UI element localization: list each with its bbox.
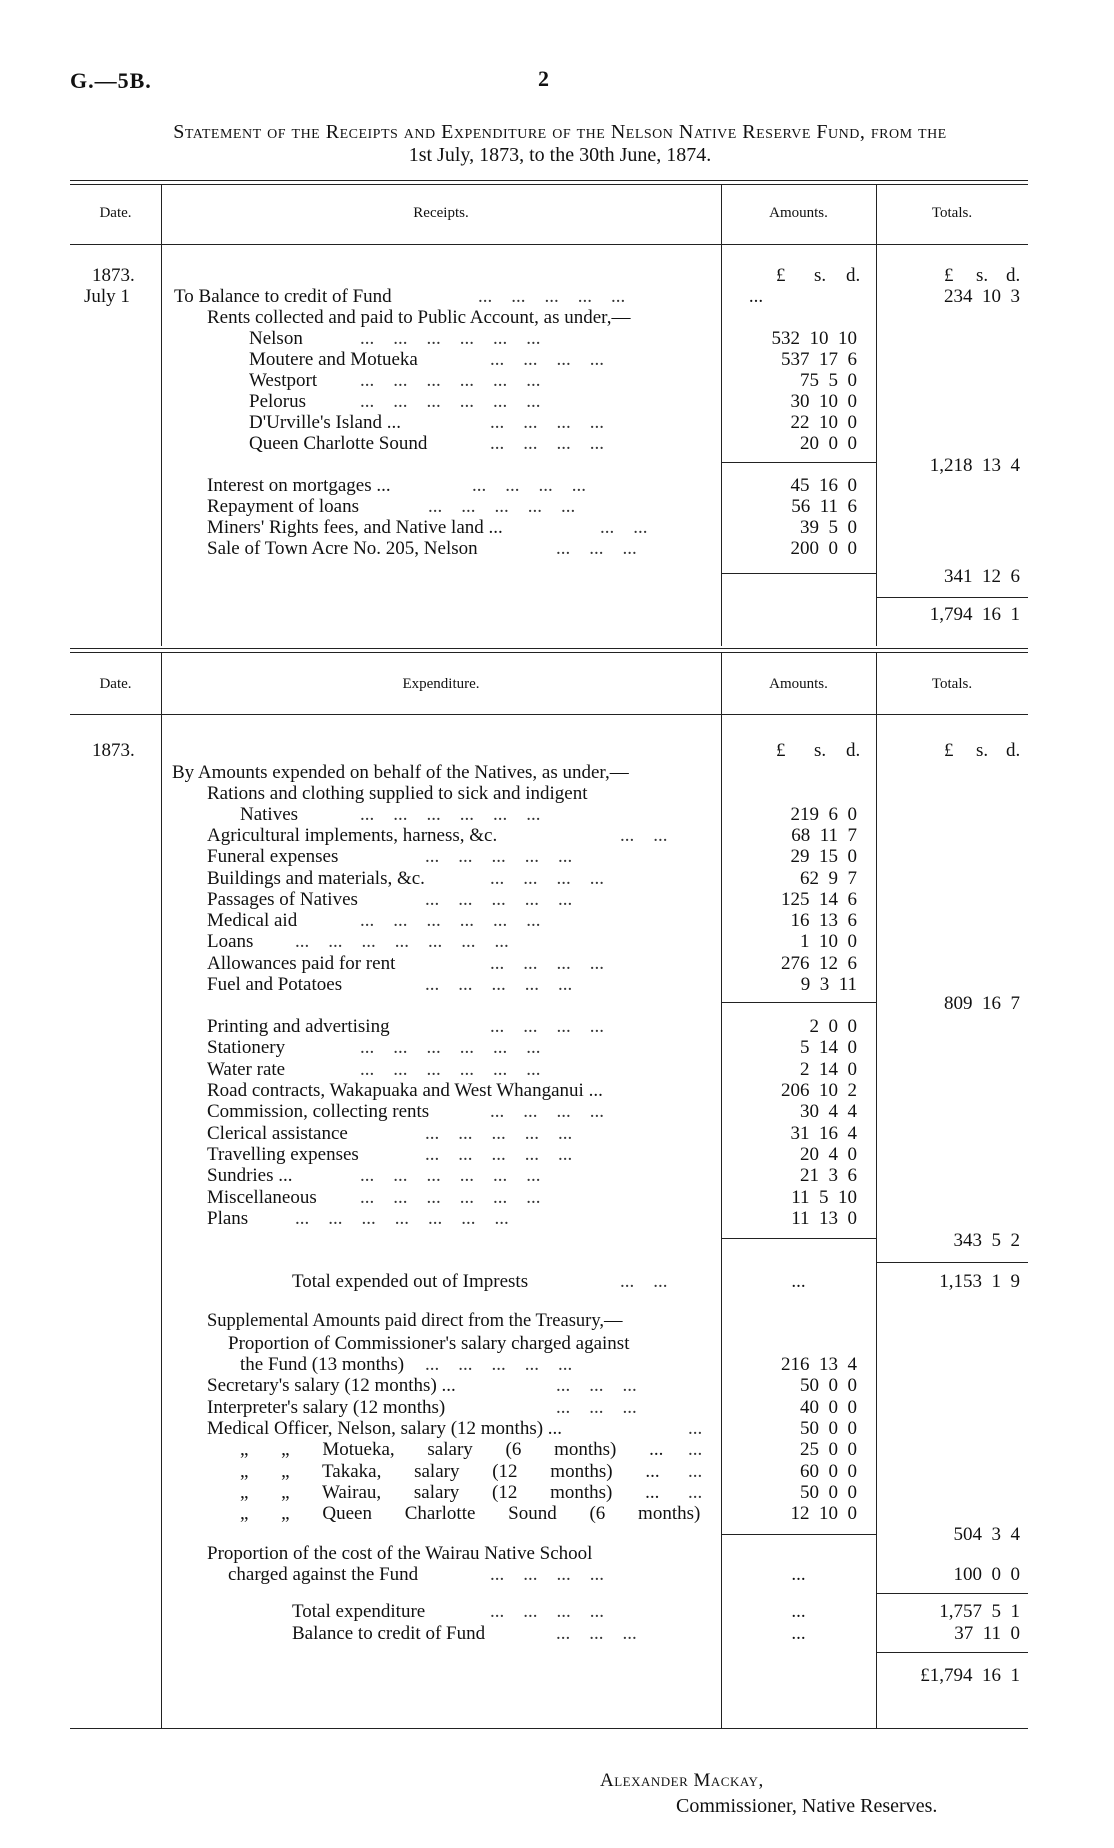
supplemental-label: „ „ Queen Charlotte Sound (6 months)	[240, 1503, 701, 1524]
col-date: Date.	[99, 205, 132, 221]
expense-amount: 16 13 6	[790, 910, 857, 931]
balance-amount: ...	[748, 286, 764, 307]
natives-heading: By Amounts expended on behalf of the Natives, as under,—	[172, 762, 629, 783]
leader-dots: ...	[688, 1418, 703, 1439]
school-amount: ...	[791, 1564, 806, 1585]
expense-label: Natives	[240, 804, 299, 825]
rent-label: D'Urville's Island ...	[249, 412, 401, 433]
leader-dots: ... ... ... ...	[490, 349, 604, 370]
expense-amount: 2 14 0	[800, 1059, 857, 1080]
rents-heading: Rents collected and paid to Public Account, as under,—	[207, 307, 631, 328]
expenditure-grand-total: £1,794 16 1	[920, 1665, 1020, 1686]
leader-dots: ... ... ...	[556, 1397, 637, 1418]
title-line-2: 1st July, 1873, to the 30th June, 1874.	[408, 144, 712, 166]
col-date: Date.	[99, 676, 132, 692]
expense-label: Commission, collecting rents	[207, 1101, 430, 1122]
expense-label: Road contracts, Wakapuaka and West Whanganui ...	[207, 1080, 603, 1101]
expense-label: Passages of Natives	[207, 889, 358, 910]
table-bottom-rule	[70, 1728, 1028, 1729]
receipt-label: Miners' Rights fees, and Native land ...	[207, 517, 503, 538]
receipt-label: Sale of Town Acre No. 205, Nelson	[207, 538, 478, 559]
expense-amount: 29 15 0	[790, 846, 857, 867]
leader-dots: ... ... ... ... ... ...	[360, 391, 541, 412]
supplemental-amount: 216 13 4	[781, 1354, 857, 1375]
section-rule	[70, 648, 1028, 649]
leader-dots: ... ... ... ... ... ...	[360, 1037, 541, 1058]
leader-dots: ... ... ...	[556, 1375, 637, 1396]
leader-dots: ... ... ... ...	[490, 433, 604, 454]
leader-dots: ... ... ... ... ... ... ...	[295, 931, 509, 952]
balance-label: To Balance to credit of Fund	[174, 286, 392, 307]
supplemental-heading: Supplemental Amounts paid direct from the Treasury,—	[207, 1311, 623, 1331]
col-amounts: Amounts.	[769, 205, 828, 221]
expense-label: Travelling expenses	[207, 1144, 359, 1165]
leader-dots: ... ... ... ... ...	[425, 889, 573, 910]
supplemental-amount: 12 10 0	[790, 1503, 857, 1524]
supplemental-line: Proportion of Commissioner's salary charged against	[228, 1333, 630, 1354]
expense-label: Stationery	[207, 1037, 286, 1058]
header-bottom-rule	[70, 244, 1028, 245]
leader-dots: ... ... ... ... ...	[425, 846, 573, 867]
leader-dots: ... ... ... ... ... ...	[360, 910, 541, 931]
expense-label: Clerical assistance	[207, 1123, 348, 1144]
rent-label: Westport	[249, 370, 318, 391]
expense-amount: 68 11 7	[791, 825, 857, 846]
leader-dots: ... ... ... ... ...	[428, 496, 576, 517]
school-line: charged against the Fund	[228, 1564, 419, 1585]
rent-label: Nelson	[249, 328, 303, 349]
supplemental-label: „ „ Wairau, salary (12 months) ...	[240, 1482, 660, 1503]
expense-label: Buildings and materials, &c.	[207, 868, 425, 889]
currency-pence: d.	[1006, 740, 1021, 761]
leader-dots: ... ... ... ... ... ...	[360, 804, 541, 825]
subtotal-rule	[721, 573, 876, 574]
supplemental-amount: 50 0 0	[800, 1418, 857, 1439]
receipt-amount: 45 16 0	[790, 475, 857, 496]
rent-amount: 20 0 0	[800, 433, 857, 454]
currency-pence: d.	[846, 740, 861, 761]
leader-dots: ... ... ...	[556, 538, 637, 559]
currency-shillings: s.	[814, 740, 827, 761]
total-expenditure-label: Total expenditure	[292, 1601, 426, 1622]
receipt-amount: 56 11 6	[791, 496, 857, 517]
expense-amount: 31 16 4	[790, 1123, 857, 1144]
currency-pounds: £	[776, 740, 786, 761]
rent-label: Moutere and Motueka	[249, 349, 418, 370]
leader-dots: ... ... ... ... ...	[478, 286, 626, 307]
total-rule	[876, 1652, 1028, 1653]
total-rule	[876, 1593, 1028, 1594]
subtotal-rule	[721, 1002, 876, 1003]
expenditure-year: 1873.	[92, 740, 135, 761]
leader-dots: ... ... ...	[556, 1623, 637, 1644]
supplemental-label: Medical Officer, Nelson, salary (12 months) ...	[207, 1418, 563, 1439]
currency-shillings: s.	[976, 265, 989, 286]
signatory-title: Commissioner, Native Reserves.	[676, 1795, 938, 1817]
closing-balance: 37 11 0	[954, 1623, 1020, 1644]
balance-amount: ...	[791, 1623, 806, 1644]
imprests-amount: ...	[791, 1271, 806, 1292]
expense-label: Funeral expenses	[207, 846, 339, 867]
leader-dots: ... ...	[600, 517, 648, 538]
supplemental-amount: 50 0 0	[800, 1482, 857, 1503]
expense-amount: 30 4 4	[800, 1101, 857, 1122]
leader-dots: ... ... ... ...	[490, 868, 604, 889]
expense-label: Printing and advertising	[207, 1016, 390, 1037]
expense-amount: 219 6 0	[790, 804, 857, 825]
school-total: 100 0 0	[953, 1564, 1020, 1585]
col-receipts: Receipts.	[413, 205, 469, 221]
expense-amount: 125 14 6	[781, 889, 857, 910]
supplemental-label: Interpreter's salary (12 months)	[207, 1397, 446, 1418]
col-expenditure: Expenditure.	[402, 676, 480, 692]
expense-amount: 276 12 6	[781, 953, 857, 974]
expense-amount: 2 0 0	[809, 1016, 857, 1037]
leader-dots: ... ... ... ... ... ...	[360, 328, 541, 349]
natives-total: 809 16 7	[944, 993, 1020, 1014]
signatory-name: Alexander Mackay,	[600, 1770, 764, 1791]
expense-label: Loans	[207, 931, 254, 952]
receipts-date-divider	[161, 184, 162, 646]
leader-dots: ... ... ... ... ...	[425, 1144, 573, 1165]
leader-dots: ... ...	[620, 825, 668, 846]
leader-dots: ... ... ... ... ...	[425, 1123, 573, 1144]
table-top-rule	[70, 180, 1028, 181]
receipts-year: 1873.	[92, 265, 135, 286]
supplemental-label: the Fund (13 months)	[240, 1354, 405, 1375]
currency-pence: d.	[1006, 265, 1021, 286]
school-line: Proportion of the cost of the Wairau Native School	[207, 1543, 593, 1564]
currency-pence: d.	[846, 265, 861, 286]
expense-amount: 11 13 0	[791, 1208, 857, 1229]
leader-dots: ...	[688, 1439, 703, 1460]
rent-amount: 22 10 0	[790, 412, 857, 433]
expense-amount: 62 9 7	[800, 868, 857, 889]
expense-label: Water rate	[207, 1059, 286, 1080]
leader-dots: ... ... ... ... ...	[425, 1354, 573, 1375]
col-amounts: Amounts.	[769, 676, 828, 692]
total-expenditure-amount: ...	[791, 1601, 806, 1622]
header-bottom-rule	[70, 714, 1028, 715]
leader-dots: ... ... ... ...	[490, 1564, 604, 1585]
currency-shillings: s.	[814, 265, 827, 286]
subtotal-rule	[721, 1238, 876, 1239]
supplemental-label: „ „ Motueka, salary (6 months) ...	[240, 1439, 664, 1460]
page-number: 2	[538, 66, 549, 91]
receipts-grand-total: 1,794 16 1	[929, 604, 1020, 625]
balance-label: Balance to credit of Fund	[292, 1623, 486, 1644]
col-totals: Totals.	[931, 205, 973, 221]
statement-title	[60, 121, 1060, 167]
leader-dots: ... ... ... ...	[490, 412, 604, 433]
rent-amount: 532 10 10	[771, 328, 857, 349]
balance-total: 234 10 3	[944, 286, 1020, 307]
subtotal-rule	[721, 462, 876, 463]
rent-amount: 30 10 0	[790, 391, 857, 412]
leader-dots: ... ... ... ...	[490, 1101, 604, 1122]
rents-total: 1,218 13 4	[929, 455, 1020, 476]
imprests-label: Total expended out of Imprests	[292, 1271, 529, 1292]
supplemental-amount: 25 0 0	[800, 1439, 857, 1460]
title-line-1: Statement of the Receipts and Expenditure of the Nelson Native Reserve Fund, from the	[173, 121, 947, 143]
expense-amount: 5 14 0	[800, 1037, 857, 1058]
leader-dots: ... ... ... ... ... ...	[360, 1165, 541, 1186]
supplemental-amount: 50 0 0	[800, 1375, 857, 1396]
currency-pounds: £	[944, 265, 954, 286]
currency-shillings: s.	[976, 740, 989, 761]
total-rule	[876, 1262, 1028, 1263]
expense-amount: 9 3 11	[800, 974, 857, 995]
expense-amount: 21 3 6	[800, 1165, 857, 1186]
expense-amount: 1 10 0	[800, 931, 857, 952]
receipt-label: Interest on mortgages ...	[207, 475, 391, 496]
total-expenditure: 1,757 5 1	[939, 1601, 1020, 1622]
total-rule	[876, 597, 1028, 598]
expense-label: Agricultural implements, harness, &c.	[207, 825, 498, 846]
leader-dots: ... ... ... ... ... ...	[360, 370, 541, 391]
leader-dots: ...	[688, 1482, 703, 1503]
rations-line: Rations and clothing supplied to sick and indigent	[207, 783, 588, 804]
expense-label: Allowances paid for rent	[207, 953, 396, 974]
document-code: G.—5B.	[70, 68, 152, 93]
expense-amount: 206 10 2	[781, 1080, 857, 1101]
leader-dots: ... ... ... ... ... ...	[360, 1187, 541, 1208]
expense-label: Sundries ...	[207, 1165, 293, 1186]
leader-dots: ... ... ... ...	[472, 475, 586, 496]
expense-label: Miscellaneous	[207, 1187, 317, 1208]
expense-amount: 20 4 0	[800, 1144, 857, 1165]
receipt-label: Repayment of loans	[207, 496, 359, 517]
currency-pounds: £	[944, 740, 954, 761]
leader-dots: ... ... ... ... ... ...	[360, 1059, 541, 1080]
subtotal-rule	[721, 1534, 876, 1535]
supplemental-amount: 40 0 0	[800, 1397, 857, 1418]
leader-dots: ... ...	[620, 1271, 668, 1292]
supplemental-label: „ „ Takaka, salary (12 months) ...	[240, 1461, 660, 1482]
currency-pounds: £	[776, 265, 786, 286]
imprests-total: 1,153 1 9	[939, 1271, 1020, 1292]
expense-amount: 11 5 10	[791, 1187, 857, 1208]
leader-dots: ... ... ... ...	[490, 953, 604, 974]
other-receipts-total: 341 12 6	[944, 566, 1020, 587]
rent-amount: 75 5 0	[800, 370, 857, 391]
col-totals: Totals.	[931, 676, 973, 692]
other-expense-total: 343 5 2	[953, 1230, 1020, 1251]
section-rule-2	[70, 652, 1028, 653]
supplemental-total: 504 3 4	[953, 1524, 1020, 1545]
leader-dots: ... ... ... ...	[490, 1601, 604, 1622]
supplemental-amount: 60 0 0	[800, 1461, 857, 1482]
leader-dots: ... ... ... ...	[490, 1016, 604, 1037]
supplemental-label: Secretary's salary (12 months) ...	[207, 1375, 456, 1396]
leader-dots: ... ... ... ... ...	[425, 974, 573, 995]
rent-amount: 537 17 6	[781, 349, 857, 370]
expense-label: Plans	[207, 1208, 249, 1229]
expense-label: Medical aid	[207, 910, 298, 931]
rent-label: Queen Charlotte Sound	[249, 433, 428, 454]
expenditure-date-divider	[161, 652, 162, 1728]
receipts-date: July 1	[84, 286, 130, 307]
expense-label: Fuel and Potatoes	[207, 974, 343, 995]
rent-label: Pelorus	[249, 391, 306, 412]
receipt-amount: 39 5 0	[800, 517, 857, 538]
receipt-amount: 200 0 0	[790, 538, 857, 559]
leader-dots: ... ... ... ... ... ... ...	[295, 1208, 509, 1229]
leader-dots: ...	[688, 1461, 703, 1482]
table-top-rule-2	[70, 184, 1028, 185]
